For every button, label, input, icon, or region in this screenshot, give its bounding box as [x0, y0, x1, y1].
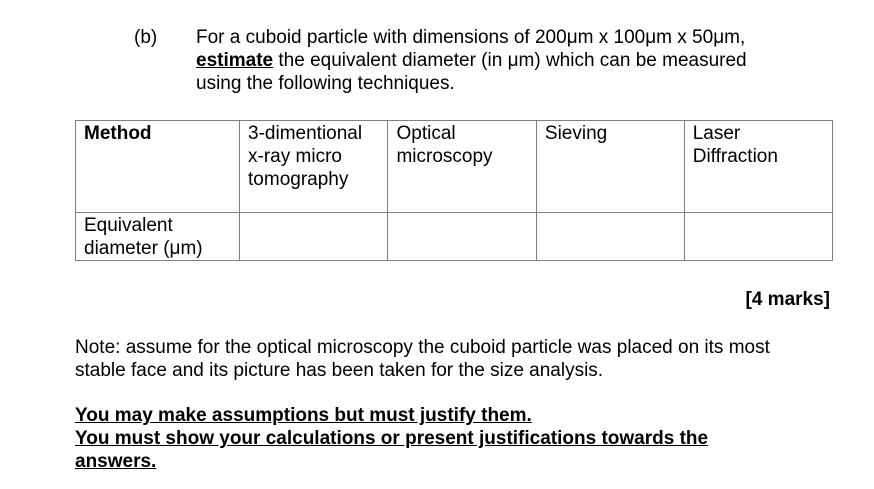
xray-line-2: x-ray micro	[248, 146, 342, 167]
instructions-line-2: You must show your calculations or present justifications towards the	[75, 428, 709, 449]
note-line-2: stable face and its picture has been taken for the size analysis.	[75, 360, 604, 381]
table-header-row	[76, 121, 833, 213]
equivalent-diameter-label-cell	[76, 213, 240, 261]
laser-line-2: Diffraction	[692, 146, 778, 167]
optical-answer-cell[interactable]	[388, 213, 536, 261]
note-text	[75, 336, 835, 382]
equivalent-line-2: diameter (μm)	[84, 238, 203, 259]
optical-microscopy-header-cell	[388, 121, 536, 213]
instructions-line-1: You may make assumptions but must justify them.	[75, 405, 532, 426]
note-line-1: Note: assume for the optical microscopy the cuboid particle was placed on its most	[75, 337, 770, 358]
laser-line-1: Laser	[692, 123, 741, 144]
question-line-3: using the following techniques.	[196, 73, 455, 94]
equivalent-line-1: Equivalent	[84, 215, 173, 236]
estimate-emphasis: estimate	[196, 50, 274, 71]
methods-table	[75, 120, 833, 261]
question-label: (b)	[134, 27, 158, 48]
question-line-2-rest: the equivalent diameter (in μm) which can be measured	[273, 50, 747, 71]
instructions-line-3: answers.	[75, 451, 157, 472]
sieving-header-cell: Sieving	[536, 121, 684, 213]
method-header-cell: Method	[76, 121, 240, 213]
xray-line-3: tomography	[248, 169, 349, 190]
optical-line-2: microscopy	[396, 146, 493, 167]
question-text	[196, 26, 836, 95]
xray-answer-cell[interactable]	[240, 213, 388, 261]
laser-diffraction-header-cell	[684, 121, 832, 213]
optical-line-1: Optical	[396, 123, 456, 144]
marks-label: [4 marks]	[745, 289, 830, 310]
xray-line-1: 3-dimentional	[248, 123, 363, 144]
xray-tomography-header-cell	[240, 121, 388, 213]
question-line-1: For a cuboid particle with dimensions of 200μm x 100μm x 50μm,	[196, 27, 746, 48]
instructions-text	[75, 404, 835, 473]
equivalent-diameter-row	[76, 213, 833, 261]
sieving-answer-cell[interactable]	[536, 213, 684, 261]
question-line-2	[196, 49, 836, 72]
laser-answer-cell[interactable]	[684, 213, 832, 261]
